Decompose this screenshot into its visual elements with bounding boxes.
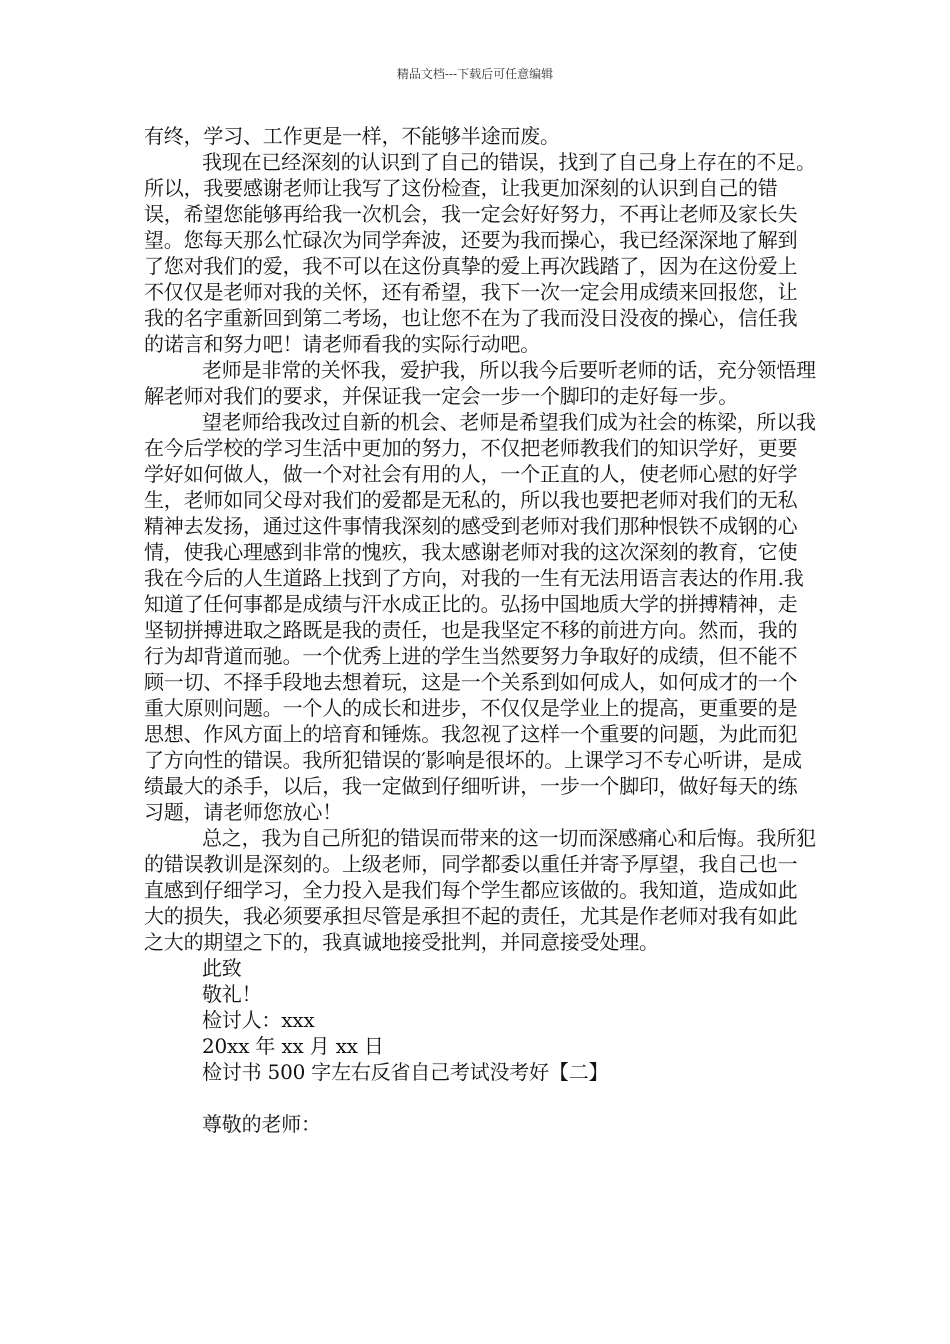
closing-line-1: 此致 <box>202 956 242 980</box>
paragraph-conclusion: 总之，我为自己所犯的错误而带来的这一切而深感痛心和后悔。我所犯的错误教训是深刻的。上级老师，同学都委以重任并寄予厚望，我自己也一直感到仔细学习，全力投入是我们每个学生都应该做的。我知道，造成如此大的损失，我必须要承担尽管是承担不起的责任，尤其是作老师对我有如此之大的期望之下的，我真诚地接受批判，并同意接受处理。 <box>144 826 816 954</box>
salutation-line: 尊敬的老师： <box>202 1112 321 1136</box>
paragraph-promise: 老师是非常的关怀我，爱护我，所以我今后要听老师的话，充分领悟理解老师对我们的要求，并保证我一定会一步一个脚印的走好每一步。 <box>144 358 816 408</box>
author-line: 检讨人：xxx <box>202 1008 315 1032</box>
next-section-title: 检讨书 500 字左右反省自己考试没考好【二】 <box>202 1060 609 1084</box>
paragraph-continuation: 有终，学习、工作更是一样，不能够半途而废。 <box>144 124 560 148</box>
document-body <box>144 123 816 1137</box>
date-line: 20xx 年 xx 月 xx 日 <box>202 1034 384 1058</box>
blank-line <box>144 1085 816 1111</box>
paragraph-reflection: 望老师给我改过自新的机会、老师是希望我们成为社会的栋梁，所以我在今后学校的学习生活中更加的努力，不仅把老师教我们的知识学好，更要学好如何做人，做一个对社会有用的人，一个正直的人，使老师心慰的好学生，老师如同父母对我们的爱都是无私的，所以我也要把老师对我们的无私精神去发扬，通过这件事情我深刻的感受到老师对我们那种恨铁不成钢的心情，使我心理感到非常的愧疚，我太感谢老师对我的这次深刻的教育，它使我在今后的人生道路上找到了方向，对我的一生有无法用语言表达的作用.我知道了任何事都是成绩与汗水成正比的。弘扬中国地质大学的拼搏精神，走坚韧拼搏进取之路既是我的责任，也是我坚定不移的前进方向。然而，我的行为却背道而驰。一个优秀上进的学生当然要努力争取好的成绩，但不能不顾一切、不择手段地去想着玩，这是一个关系到如何成人，如何成才的一个重大原则问题。一个人的成长和进步，不仅仅是学业上的提高，更重要的是思想、作风方面上的培育和锤炼。我忽视了这样一个重要的问题，为此而犯了方向性的错误。我所犯错误的′影响是很坏的。上课学习不专心听讲，是成绩最大的杀手，以后，我一定做到仔细听讲，一步一个脚印，做好每天的练习题，请老师您放心！ <box>144 410 816 824</box>
paragraph-acknowledgement: 我现在已经深刻的认识到了自己的错误，找到了自己身上存在的不足。所以，我要感谢老师让我写了这份检查，让我更加深刻的认识到自己的错误，希望您能够再给我一次机会，我一定会好好努力，不再让老师及家长失望。您每天那么忙碌次为同学奔波，还要为我而操心，我已经深深地了解到了您对我们的爱，我不可以在这份真挚的爱上再次践踏了，因为在这份爱上不仅仅是老师对我的关怀，还有希望，我下一次一定会用成绩来回报您，让我的名字重新回到第二考场，也让您不在为了我而没日没夜的操心，信任我的诺言和努力吧！请老师看我的实际行动吧。 <box>144 150 816 356</box>
page-header: 精品文档---下载后可任意编辑 <box>396 67 554 81</box>
closing-line-2: 敬礼！ <box>202 982 262 1006</box>
